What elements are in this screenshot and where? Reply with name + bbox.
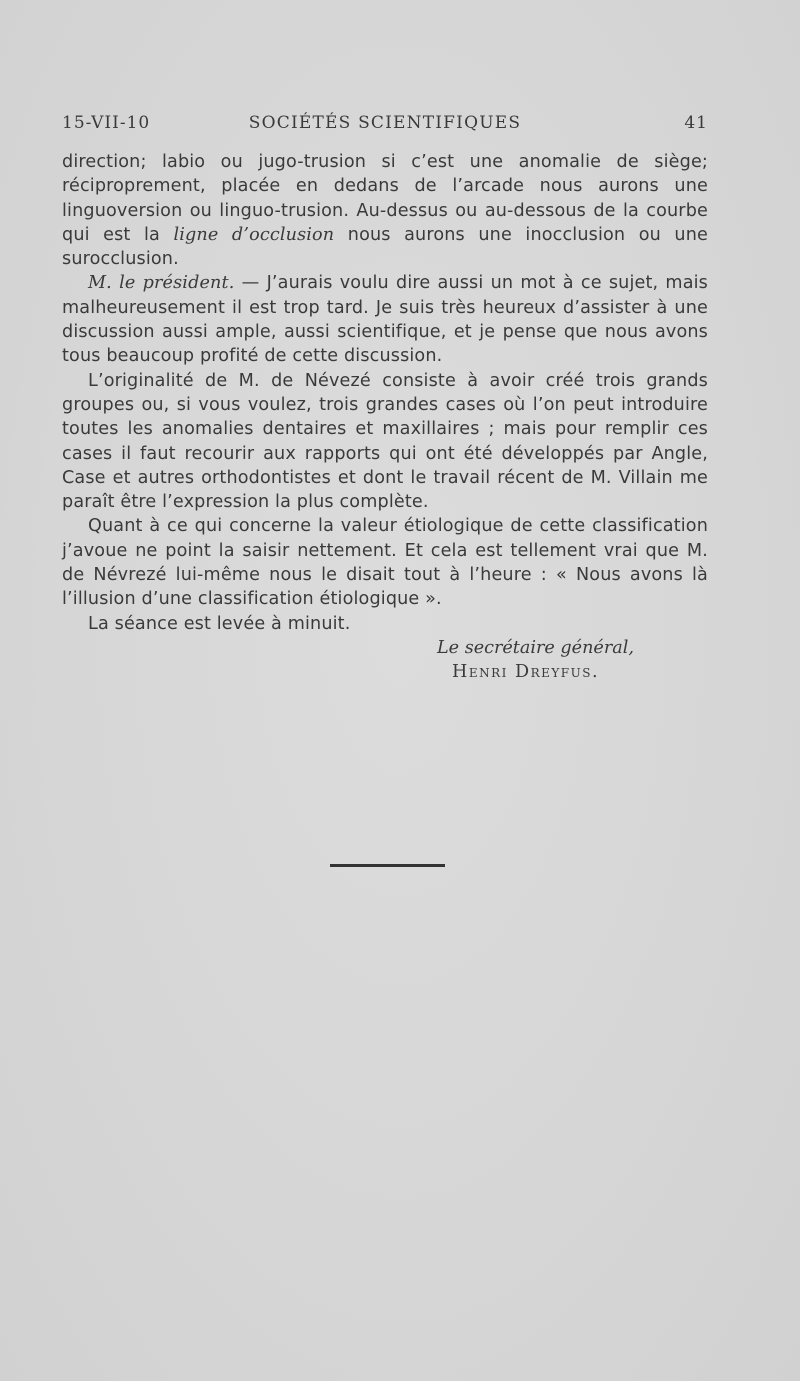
paragraph-2-text: — J’aurais voulu dire aussi un mot à ce sujet, mais malheureusement il est trop tard. Je suis très heureux d’assister à une discussion aussi ample, aussi scientifique, et je pense que nous avons tous beaucoup profité de cette discussion. <box>62 273 708 367</box>
paragraph-5: La séance est levée à minuit. <box>88 613 351 634</box>
header-title: SOCIÉTÉS SCIENTIFIQUES <box>248 113 522 133</box>
speaker-label: M. le président. <box>88 273 235 294</box>
header-date: 15-VII-10 <box>62 113 151 133</box>
paragraph-3: L’originalité de M. de Névezé consiste à avoir créé trois grands groupes ou, si vous voulez, trois grandes cases où l’on peut introduire toutes les anomalies dentaires et maxillaires ; mais pour remplir ces cases il faut recourir aux rapports qui ont été développés par Angle, Case et autres orthodontistes et dont le travail récent de M. Villain me paraît être l’expression la plus complète. <box>62 370 708 513</box>
running-head <box>62 113 708 139</box>
paragraph-1-text-a: direction; labio ou jugo-trusion si c’est une anomalie de siège; réciproprement, placée en dedans de l’arcade nous aurons une linguoversion ou linguo-trusion. Au-dessus ou au-dessous de la courbe qui est la <box>62 152 708 245</box>
paragraph-4: Quant à ce qui concerne la valeur étiologique de cette classification j’avoue ne point la saisir nettement. Et cela est tellement vrai que M. de Névrezé lui-même nous le disait tout à l’heure : « Nous avons là l’illusion d’une classification étiologique ». <box>62 516 708 610</box>
section-divider <box>330 864 445 867</box>
page-number: 41 <box>684 113 708 133</box>
paragraph-1 <box>62 150 708 271</box>
paragraph-2 <box>62 271 708 368</box>
signature-role: Le secrétaire général, <box>437 638 634 658</box>
signature-block <box>62 636 708 685</box>
signature-name: Henri Dreyfus. <box>452 662 600 683</box>
paragraph-1-italic: ligne d’occlusion <box>173 224 335 245</box>
body-text <box>62 150 708 636</box>
paragraph-1-text-b: nous aurons une inocclusion ou une surocclusion. <box>62 224 708 270</box>
